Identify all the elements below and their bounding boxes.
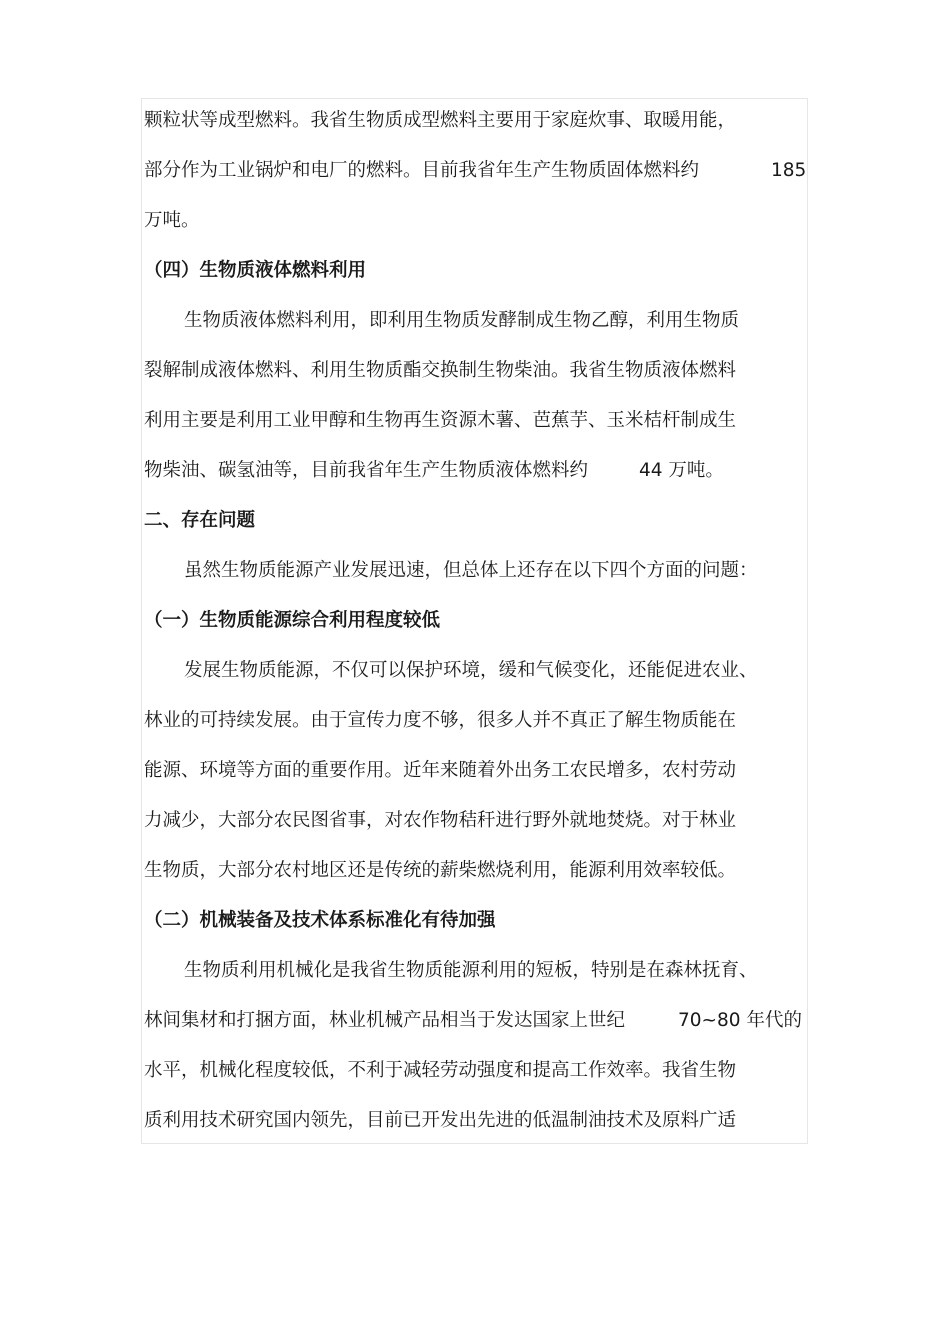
paragraph-first-line: 虽然生物质能源产业发展迅速，但总体上还存在以下四个方面的问题： <box>184 560 758 581</box>
paragraph-line: 生物质，大部分农村地区还是传统的薪柴燃烧利用，能源利用效率较低。 <box>144 860 737 881</box>
paragraph-first-line: 生物质液体燃料利用，即利用生物质发酵制成生物乙醇，利用生物质 <box>184 310 740 331</box>
section-heading: （二）机械装备及技术体系标准化有待加强 <box>144 910 496 931</box>
paragraph-line: 利用主要是利用工业甲醇和生物再生资源木薯、芭蕉芋、玉米桔杆制成生 <box>144 410 737 431</box>
section-heading: （四）生物质液体燃料利用 <box>144 260 367 281</box>
paragraph-line: 颗粒状等成型燃料。我省生物质成型燃料主要用于家庭炊事、取暖用能， <box>144 110 737 131</box>
paragraph-line: 裂解制成液体燃料、利用生物质酯交换制生物柴油。我省生物质液体燃料 <box>144 360 737 381</box>
paragraph-line: 林间集材和打捆方面，林业机械产品相当于发达国家上世纪 70~80 年代的 <box>144 1006 808 1036</box>
paragraph-first-line: 发展生物质能源，不仅可以保护环境，缓和气候变化，还能促进农业、 <box>184 660 758 681</box>
chapter-heading: 二、存在问题 <box>144 510 256 531</box>
paragraph-line: 力减少，大部分农民图省事，对农作物秸秆进行野外就地焚烧。对于林业 <box>144 810 737 831</box>
paragraph-first-line: 生物质利用机械化是我省生物质能源利用的短板，特别是在森林抚育、 <box>184 960 758 981</box>
inline-number: 185 <box>771 160 807 181</box>
section-heading: （一）生物质能源综合利用程度较低 <box>144 610 441 631</box>
paragraph-line: 质利用技术研究国内领先，目前已开发出先进的低温制油技术及原料广适 <box>144 1110 737 1131</box>
paragraph-line: 物柴油、碳氢油等，目前我省年生产生物质液体燃料约 44 万吨。 <box>144 456 808 486</box>
inline-number: 44 万吨。 <box>639 460 724 481</box>
paragraph-line: 水平，机械化程度较低，不利于减轻劳动强度和提高工作效率。我省生物 <box>144 1060 737 1081</box>
paragraph-line: 部分作为工业锅炉和电厂的燃料。目前我省年生产生物质固体燃料约 185 <box>144 156 808 186</box>
paragraph-line: 万吨。 <box>144 210 200 231</box>
paragraph-line: 能源、环境等方面的重要作用。近年来随着外出务工农民增多，农村劳动 <box>144 760 737 781</box>
inline-number: 70~80 年代的 <box>678 1010 802 1031</box>
paragraph-line: 林业的可持续发展。由于宣传力度不够，很多人并不真正了解生物质能在 <box>144 710 737 731</box>
